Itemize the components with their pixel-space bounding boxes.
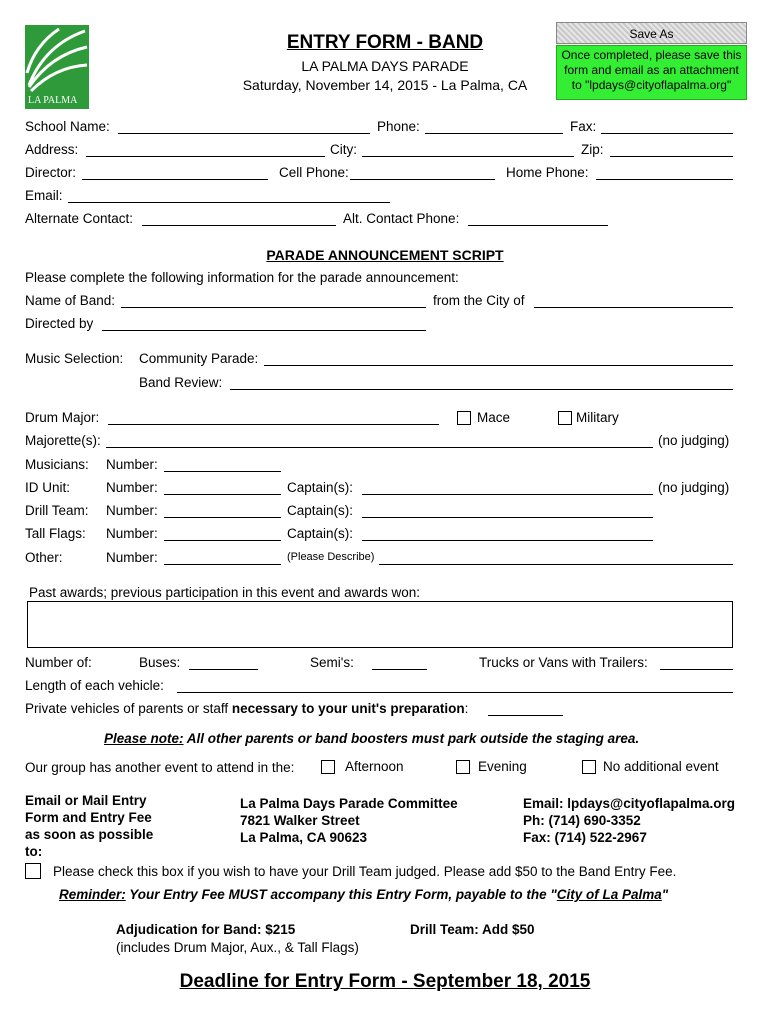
home-phone-field[interactable] (596, 179, 733, 180)
semis-label: Semi's: (310, 655, 354, 670)
trucks-field[interactable] (660, 669, 733, 670)
adjudication-fee: Adjudication for Band: $215 (116, 922, 296, 937)
director-label: Director: (25, 165, 77, 180)
mace-checkbox[interactable] (457, 411, 471, 425)
other-describe-field[interactable] (379, 564, 733, 565)
buses-label: Buses: (139, 655, 181, 670)
vehicle-length-field[interactable] (177, 692, 733, 693)
private-vehicles-field[interactable] (488, 715, 563, 716)
school-name-label: School Name: (25, 119, 110, 134)
band-review-label: Band Review: (139, 375, 223, 390)
save-as-button[interactable]: Save As (556, 22, 747, 44)
id-unit-number-field[interactable] (164, 494, 281, 495)
tall-flags-number-label: Number: (106, 526, 158, 541)
drum-major-label: Drum Major: (25, 410, 100, 425)
from-city-field[interactable] (534, 307, 733, 308)
semis-field[interactable] (372, 669, 427, 670)
zip-label: Zip: (581, 142, 604, 157)
evening-label: Evening (478, 759, 527, 774)
drill-team-captains-label: Captain(s): (287, 503, 354, 518)
phone-label: Phone: (377, 119, 420, 134)
afternoon-checkbox[interactable] (321, 760, 335, 774)
no-event-label: No additional event (603, 759, 719, 774)
address-label: Address: (25, 142, 79, 157)
alt-phone-label: Alt. Contact Phone: (343, 211, 460, 226)
drill-team-judged-checkbox[interactable] (25, 863, 41, 879)
drill-team-judged-label: Please check this box if you wish to have your Drill Team judged. Please add $50 to the Band Entry Fee. (53, 864, 677, 879)
address-field[interactable] (86, 156, 325, 157)
alt-phone-field[interactable] (468, 225, 608, 226)
evening-checkbox[interactable] (456, 760, 470, 774)
music-selection-label: Music Selection: (25, 351, 124, 366)
tall-flags-label: Tall Flags: (25, 526, 86, 541)
logo-text: LA PALMA (28, 95, 78, 106)
tall-flags-captains-field[interactable] (362, 540, 653, 541)
past-awards-textarea[interactable] (27, 601, 733, 648)
drill-team-number-label: Number: (106, 503, 158, 518)
military-label: Military (576, 410, 619, 425)
band-name-label: Name of Band: (25, 293, 116, 308)
city-label: City: (330, 142, 357, 157)
fax-field[interactable] (601, 133, 733, 134)
email-label: Email: (25, 188, 63, 203)
id-unit-label: ID Unit: (25, 480, 71, 495)
drill-team-label: Drill Team: (25, 503, 89, 518)
alt-contact-field[interactable] (142, 225, 336, 226)
committee-contact: Email: lpdays@cityoflapalma.org Ph: (714) 690-3352 Fax: (714) 522-2967 (523, 796, 735, 845)
fax-label: Fax: (570, 119, 597, 134)
musicians-number-label: Number: (106, 457, 158, 472)
directed-by-field[interactable] (102, 330, 426, 331)
drill-team-fee: Drill Team: Add $50 (410, 922, 535, 937)
band-name-field[interactable] (121, 307, 426, 308)
vehicle-length-label: Length of each vehicle: (25, 678, 164, 693)
other-number-field[interactable] (164, 564, 281, 565)
number-of-label: Number of: (25, 655, 92, 670)
id-unit-captains-label: Captain(s): (287, 480, 354, 495)
cell-phone-field[interactable] (350, 179, 495, 180)
musicians-number-field[interactable] (164, 471, 281, 472)
trucks-label: Trucks or Vans with Trailers: (479, 655, 648, 670)
director-field[interactable] (82, 179, 268, 180)
fee-reminder: Reminder: Your Entry Fee MUST accompany this Entry Form, payable to the "City of La Palma" (59, 887, 669, 902)
other-number-label: Number: (106, 550, 158, 565)
tall-flags-captains-label: Captain(s): (287, 526, 354, 541)
musicians-label: Musicians: (25, 457, 89, 472)
save-instructions: Once completed, please save this form and email as an attachment to "lpdays@cityoflapalma.org" (556, 45, 747, 100)
zip-field[interactable] (610, 156, 733, 157)
no-event-checkbox[interactable] (582, 760, 596, 774)
from-city-label: from the City of (433, 293, 525, 308)
past-awards-label: Past awards; previous participation in this event and awards won: (29, 585, 420, 600)
afternoon-label: Afternoon (345, 759, 404, 774)
military-checkbox[interactable] (558, 411, 572, 425)
email-field[interactable] (68, 202, 390, 203)
la-palma-logo (25, 25, 89, 109)
mace-label: Mace (477, 410, 511, 425)
private-vehicles-label: Private vehicles of parents or staff necessary to your unit's preparation: (25, 701, 469, 716)
drill-team-captains-field[interactable] (362, 517, 653, 518)
majorettes-field[interactable] (106, 447, 653, 448)
band-review-field[interactable] (230, 389, 733, 390)
other-event-label: Our group has another event to attend in the: (25, 760, 295, 775)
script-heading: PARADE ANNOUNCEMENT SCRIPT (266, 247, 504, 263)
drill-team-number-field[interactable] (164, 517, 281, 518)
form-subtitle: LA PALMA DAYS PARADE (301, 58, 469, 74)
form-date: Saturday, November 14, 2015 - La Palma, CA (242, 77, 528, 93)
majorettes-label: Majorette(s): (25, 433, 101, 448)
mailing-address: La Palma Days Parade Committee 7821 Walker Street La Palma, CA 90623 (240, 796, 458, 845)
directed-by-label: Directed by (25, 316, 94, 331)
id-unit-captains-field[interactable] (362, 494, 653, 495)
adjudication-includes: (includes Drum Major, Aux., & Tall Flags) (116, 940, 359, 955)
parking-note: Please note: All other parents or band boosters must park outside the staging area. (104, 731, 640, 746)
id-unit-number-label: Number: (106, 480, 158, 495)
script-intro: Please complete the following information for the parade announcement: (25, 270, 459, 285)
city-field[interactable] (362, 156, 574, 157)
form-title: ENTRY FORM - BAND (286, 32, 484, 53)
phone-field[interactable] (425, 133, 563, 134)
school-name-field[interactable] (118, 133, 370, 134)
cell-phone-label: Cell Phone: (279, 165, 349, 180)
entry-deadline: Deadline for Entry Form - September 18, 2015 (179, 971, 591, 992)
mail-instructions: Email or Mail Entry Form and Entry Fee as soon as possible to: (25, 793, 154, 859)
other-label: Other: (25, 550, 63, 565)
id-unit-no-judging: (no judging) (658, 480, 730, 495)
home-phone-label: Home Phone: (506, 165, 589, 180)
alt-contact-label: Alternate Contact: (25, 211, 134, 226)
tall-flags-number-field[interactable] (164, 540, 281, 541)
community-parade-field[interactable] (264, 365, 733, 366)
buses-field[interactable] (189, 669, 258, 670)
please-describe-label: (Please Describe) (287, 551, 375, 563)
majorettes-no-judging: (no judging) (658, 433, 730, 448)
community-parade-label: Community Parade: (139, 351, 259, 366)
drum-major-field[interactable] (108, 424, 439, 425)
